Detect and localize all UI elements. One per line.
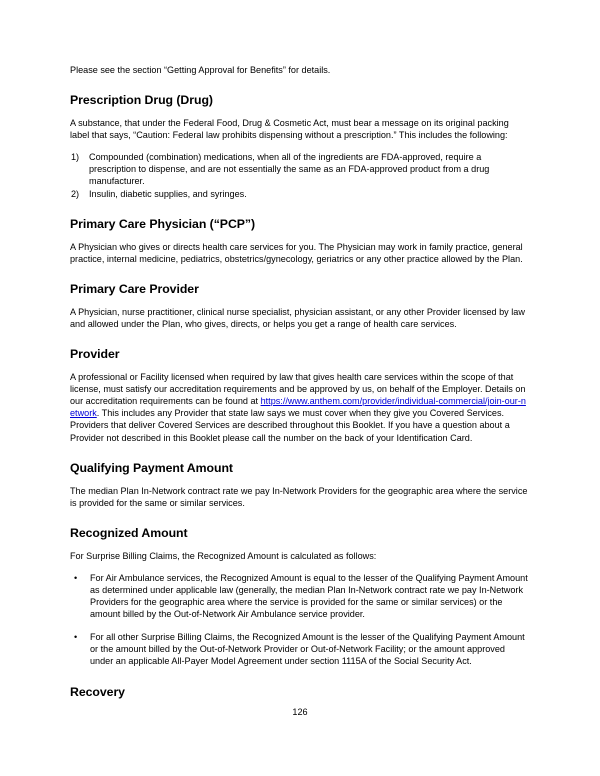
spacer: [70, 107, 529, 117]
list-item: [70, 572, 529, 620]
spacer: [70, 231, 529, 241]
list-item-text: For Air Ambulance services, the Recognized Amount is equal to the lesser of the Qualifying Payment Amount as determined under applicable law (generally, the median Plan In-Network contract rate we pay In-Network Providers for the geographic area where the service is provided for the same or similar services) or the amount billed by the Out-of-Network Air Ambulance service provider.: [90, 572, 528, 620]
intro-paragraph: Please see the section “Getting Approval for Benefits” for details.: [70, 65, 331, 75]
spacer: [70, 444, 529, 461]
bullet-icon: •: [74, 572, 78, 583]
heading-primary-care-provider: Primary Care Provider: [70, 281, 199, 296]
heading-prescription-drug: Prescription Drug (Drug): [70, 93, 213, 108]
paragraph-prescription-drug: A substance, that under the Federal Food, Drug & Cosmetic Act, must bear a message on its original packing label that says, “Caution: Federal law prohibits dispensing without a prescription.” This includes the following:: [70, 118, 509, 141]
heading-recovery: Recovery: [70, 684, 125, 699]
paragraph-recognized-amount: For Surprise Billing Claims, the Recognized Amount is calculated as follows:: [70, 550, 377, 561]
page-number: 126: [292, 707, 308, 717]
spacer: [70, 562, 529, 572]
spacer: [70, 540, 529, 550]
paragraph-primary-care-physician: A Physician who gives or directs health care services for you. The Physician may work in family practice, general practice, internal medicine, pediatrics, obstetrics/gynecology, geriatrics or any other practice allowed by the Plan.: [70, 241, 523, 264]
paragraph-qualifying-payment-amount: The median Plan In-Network contract rate we pay In-Network Providers for the geographic area where the service is provided for the same or similar services.: [70, 485, 528, 508]
spacer: [70, 76, 529, 93]
list-item-text: Insulin, diabetic supplies, and syringes.: [89, 188, 247, 199]
provider-text-before-link: A professional or Facility licensed when required by law that gives health care services within the scope of that license, must satisfy our accreditation requirements and be approved by us, on behalf of the Employer. Details on our accreditation requirements can be found at: [70, 372, 526, 407]
list-marker: 1): [71, 152, 80, 163]
list-marker: 2): [71, 188, 80, 199]
spacer: [70, 296, 529, 306]
recognized-amount-bullet-list: [70, 572, 529, 668]
list-item-text: For all other Surprise Billing Claims, the Recognized Amount is the lesser of the Qualifying Payment Amount or the amount billed by the Out-of-Network Provider or Out-of-Network Facility; or the amount approved under an applicable All-Payer Model Agreement under section 1115A of the Social Security Act.: [90, 632, 525, 667]
anthem-provider-network-link[interactable]: https://www.anthem.com/provider/individual-commercial/join-our-network: [70, 396, 526, 419]
spacer: [70, 475, 529, 485]
spacer: [70, 330, 529, 347]
spacer: [70, 361, 529, 371]
paragraph-primary-care-provider: A Physician, nurse practitioner, clinical nurse specialist, physician assistant, or any other Provider licensed by law and allowed under the Plan, who gives, directs, or helps you get a range of health care services.: [70, 306, 525, 329]
list-item: [70, 188, 529, 200]
prescription-drug-numbered-list: [70, 151, 529, 199]
list-item: [70, 151, 529, 187]
paragraph-provider: [70, 371, 529, 444]
spacer: [70, 668, 529, 685]
spacer: [70, 509, 529, 526]
provider-text-after-link: . This includes any Provider that state law says we must cover when they give you Covered Services. Providers that deliver Covered Services are described throughout this Booklet. If you have a question about a Provider not described in this Booklet please call the number on the back of your Identification Card.: [70, 408, 510, 443]
page-content: [70, 64, 529, 699]
heading-qualifying-payment-amount: Qualifying Payment Amount: [70, 460, 233, 475]
heading-primary-care-physician: Primary Care Physician (“PCP”): [70, 216, 256, 231]
spacer: [70, 141, 529, 151]
bullet-icon: •: [74, 632, 78, 643]
list-item-text: Compounded (combination) medications, when all of the ingredients are FDA-approved, require a prescription to dispense, and are not essentially the same as an FDA-approved product from a drug manufacturer.: [89, 152, 490, 187]
spacer: [70, 200, 529, 217]
spacer: [70, 265, 529, 282]
heading-recognized-amount: Recognized Amount: [70, 525, 188, 540]
heading-provider: Provider: [70, 347, 120, 362]
list-item: [70, 631, 529, 667]
